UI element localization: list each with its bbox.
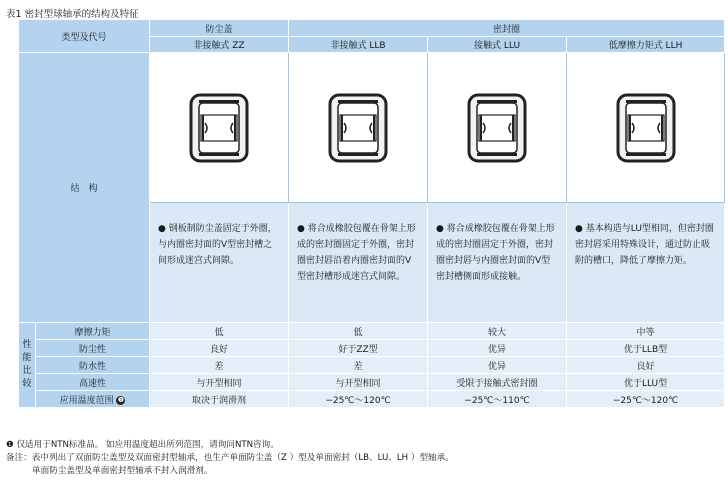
cell: 受限于接触式密封圈	[428, 374, 567, 391]
description-zz: ● 钢板制防尘盖固定于外圈，与内圈密封面的V型密封槽之间形成迷宫式间隙。	[150, 203, 289, 323]
table-caption: 表1 密封型球轴承的结构及特征	[6, 9, 139, 20]
note-marker-icon: ❶	[117, 395, 125, 404]
cell: 优于LLU型	[567, 374, 725, 391]
cell: 较大	[428, 323, 567, 340]
bearing-drawing-llu	[428, 53, 567, 203]
cell: −25℃～120℃	[567, 391, 725, 408]
bearing-section-icon	[616, 93, 676, 163]
cell: 优异	[428, 357, 567, 374]
seal-header: 密封圈	[289, 20, 725, 37]
description-llh: ● 基本构造与LU型相同，但密封圈密封唇采用特殊设计，通过防止吸附的槽口，降低了摩擦力矩。	[567, 203, 725, 323]
bearing-drawing-llh	[567, 53, 725, 203]
description-llb: ● 将合成橡胶包覆在骨架上形成的密封圈固定于外圈，密封圈密封唇沿着内圈密封面的V型密封槽形成迷宫式间隙。	[289, 203, 428, 323]
cell: 与开型相同	[289, 374, 428, 391]
footnotes	[6, 439, 454, 478]
cell: 差	[289, 357, 428, 374]
cell: 差	[150, 357, 289, 374]
cell: −25℃～120℃	[289, 391, 428, 408]
dust-cover-header: 防尘盖	[150, 20, 289, 37]
structure-label: 结 构	[19, 53, 150, 323]
cell: 优于LLB型	[567, 340, 725, 357]
bearing-section-icon	[467, 93, 527, 163]
remark-line-2: 单面防尘盖型及单面密封型轴承不封入润滑剂。	[32, 466, 213, 476]
seal-bearing-table	[18, 19, 725, 408]
row-label: 防水性	[36, 357, 150, 374]
cell: 中等	[567, 323, 725, 340]
cell: 优异	[428, 340, 567, 357]
cell: 低	[289, 323, 428, 340]
note-1: ❶ 仅适用于NTN标准品。 如应用温度超出所列范围，请询问NTN咨询。	[6, 440, 279, 450]
cell: 好于ZZ型	[289, 340, 428, 357]
col-header-llh: 低摩擦力矩式 LLH	[567, 37, 725, 53]
row-label: 摩擦力矩	[36, 323, 150, 340]
description-llu: ● 将合成橡胶包覆在骨架上形成的密封圈固定于外圈，密封圈密封唇与内圈密封面的V型密封槽侧面形成接触。	[428, 203, 567, 323]
type-code-header: 类型及代号	[19, 20, 150, 53]
row-label: 防尘性	[36, 340, 150, 357]
cell: 与开型相同	[150, 374, 289, 391]
bearing-section-icon	[189, 93, 249, 163]
col-header-llb: 非接触式 LLB	[289, 37, 428, 53]
cell: 良好	[567, 357, 725, 374]
row-label: 高速性	[36, 374, 150, 391]
cell: 取决于润滑剂	[150, 391, 289, 408]
col-header-zz: 非接触式 ZZ	[150, 37, 289, 53]
bearing-drawing-zz	[150, 53, 289, 203]
bearing-section-icon	[328, 93, 388, 163]
bearing-drawing-llb	[289, 53, 428, 203]
col-header-llu: 接触式 LLU	[428, 37, 567, 53]
cell: 低	[150, 323, 289, 340]
row-label: 应用温度范围 ❶	[36, 391, 150, 408]
cell: −25℃～110℃	[428, 391, 567, 408]
cell: 良好	[150, 340, 289, 357]
performance-label: 性 能 比 较	[19, 323, 36, 408]
remark-line-1: 备注：表中列出了双面防尘盖型及双面密封型轴承，也生产单面防尘盖（Z ）型及单面密封（LB、LU、LH ）型轴承。	[6, 453, 454, 463]
